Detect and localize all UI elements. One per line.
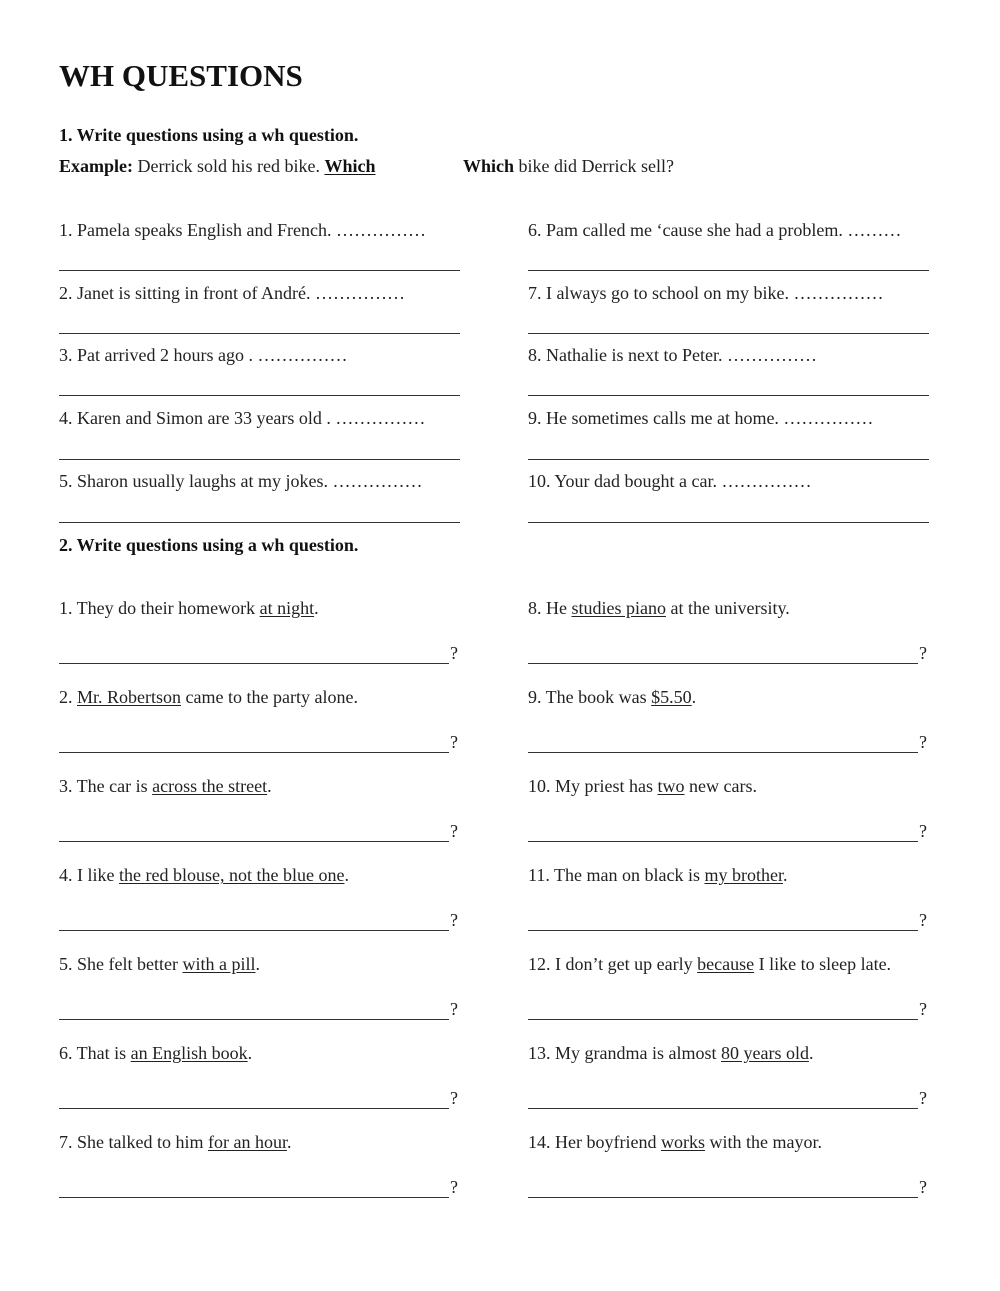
s1-answer-line-9[interactable] bbox=[528, 459, 929, 460]
s2-q2-pre: 2. bbox=[59, 687, 77, 707]
s2-q2-underlined: Mr. Robertson bbox=[77, 687, 182, 707]
s1-answer-line-6[interactable] bbox=[528, 270, 929, 271]
s2-question-9 bbox=[528, 687, 696, 708]
s1-question-9: 9. He sometimes calls me at home. …………… bbox=[528, 408, 874, 428]
s2-answer-line-13[interactable] bbox=[528, 1108, 918, 1109]
s2-q6-pre: 6. That is bbox=[59, 1043, 131, 1063]
s2-answer-line-7[interactable] bbox=[59, 1197, 449, 1198]
example-answer bbox=[463, 156, 674, 177]
s2-question-mark-12: ? bbox=[919, 999, 927, 1019]
s2-question-mark-7: ? bbox=[450, 1177, 458, 1197]
s2-q10-post: new cars. bbox=[684, 776, 757, 796]
s2-q5-pre: 5. She felt better bbox=[59, 954, 183, 974]
s2-answer-line-4[interactable] bbox=[59, 930, 449, 931]
s1-question-8: 8. Nathalie is next to Peter. …………… bbox=[528, 345, 817, 365]
s2-question-3 bbox=[59, 776, 272, 797]
page-title: WH QUESTIONS bbox=[59, 58, 303, 93]
s1-question-3: 3. Pat arrived 2 hours ago . …………… bbox=[59, 345, 348, 365]
s2-q12-underlined: because bbox=[697, 954, 755, 974]
s2-q11-underlined: my brother bbox=[704, 865, 783, 885]
s2-question-mark-4: ? bbox=[450, 910, 458, 930]
s1-answer-line-1[interactable] bbox=[59, 270, 460, 271]
s1-question-5: 5. Sharon usually laughs at my jokes. …………… bbox=[59, 471, 423, 491]
s2-q3-post: . bbox=[267, 776, 272, 796]
s1-answer-line-10[interactable] bbox=[528, 522, 929, 523]
s2-q5-underlined: with a pill bbox=[182, 954, 256, 974]
s1-answer-line-4[interactable] bbox=[59, 459, 460, 460]
s2-q14-pre: 14. Her boyfriend bbox=[528, 1132, 661, 1152]
s2-q3-pre: 3. The car is bbox=[59, 776, 153, 796]
s1-question-2: 2. Janet is sitting in front of André. …………… bbox=[59, 283, 405, 303]
s2-q5-post: . bbox=[255, 954, 260, 974]
s2-answer-line-6[interactable] bbox=[59, 1108, 449, 1109]
s2-question-13 bbox=[528, 1043, 813, 1064]
s2-q11-pre: 11. The man on black is bbox=[528, 865, 705, 885]
s1-answer-line-7[interactable] bbox=[528, 333, 929, 334]
s2-question-1 bbox=[59, 598, 319, 619]
s1-answer-line-5[interactable] bbox=[59, 522, 460, 523]
s2-question-2 bbox=[59, 687, 358, 708]
s2-answer-line-2[interactable] bbox=[59, 752, 449, 753]
s2-question-mark-2: ? bbox=[450, 732, 458, 752]
s2-q8-post: at the university. bbox=[666, 598, 790, 618]
s2-q8-underlined: studies piano bbox=[571, 598, 666, 618]
s2-answer-line-5[interactable] bbox=[59, 1019, 449, 1020]
s2-q7-pre: 7. She talked to him bbox=[59, 1132, 208, 1152]
s2-question-12 bbox=[528, 954, 891, 975]
s1-answer-line-3[interactable] bbox=[59, 395, 460, 396]
section1-heading: 1. Write questions using a wh question. bbox=[59, 125, 359, 145]
example-wh-word: Which bbox=[324, 156, 376, 176]
s2-q9-post: . bbox=[691, 687, 697, 707]
s2-q10-pre: 10. My priest has bbox=[528, 776, 658, 796]
example-answer-rest: bike did Derrick sell? bbox=[514, 156, 674, 176]
s2-q8-pre: 8. He bbox=[528, 598, 572, 618]
s2-answer-line-1[interactable] bbox=[59, 663, 449, 664]
s2-q12-pre: 12. I don’t get up early bbox=[528, 954, 698, 974]
s2-question-7 bbox=[59, 1132, 291, 1153]
s2-q6-underlined: an English book bbox=[130, 1043, 248, 1063]
s2-q6-post: . bbox=[247, 1043, 253, 1063]
s2-q2-post: came to the party alone. bbox=[181, 687, 358, 707]
s2-question-mark-8: ? bbox=[919, 643, 927, 663]
s2-q4-post: . bbox=[344, 865, 349, 885]
s2-answer-line-14[interactable] bbox=[528, 1197, 918, 1198]
s2-question-mark-5: ? bbox=[450, 999, 458, 1019]
s2-question-mark-3: ? bbox=[450, 821, 458, 841]
s2-q1-pre: 1. They do their homework bbox=[59, 598, 260, 618]
s2-answer-line-3[interactable] bbox=[59, 841, 449, 842]
s2-answer-line-12[interactable] bbox=[528, 1019, 918, 1020]
s2-answer-line-11[interactable] bbox=[528, 930, 918, 931]
s1-question-4: 4. Karen and Simon are 33 years old . …………… bbox=[59, 408, 426, 428]
s2-answer-line-8[interactable] bbox=[528, 663, 918, 664]
s2-question-10 bbox=[528, 776, 757, 797]
s2-question-5 bbox=[59, 954, 260, 975]
s1-question-6: 6. Pam called me ‘cause she had a problem. ……… bbox=[528, 220, 902, 240]
s2-question-14 bbox=[528, 1132, 822, 1153]
s1-question-7: 7. I always go to school on my bike. …………… bbox=[528, 283, 884, 303]
s2-q12-post: I like to sleep late. bbox=[754, 954, 892, 974]
s1-answer-line-2[interactable] bbox=[59, 333, 460, 334]
s2-question-mark-1: ? bbox=[450, 643, 458, 663]
s2-q10-underlined: two bbox=[657, 776, 685, 796]
s2-q14-underlined: works bbox=[660, 1132, 705, 1152]
s1-question-1: 1. Pamela speaks English and French. …………… bbox=[59, 220, 426, 240]
s1-answer-line-8[interactable] bbox=[528, 395, 929, 396]
s2-question-8 bbox=[528, 598, 790, 619]
s2-question-mark-9: ? bbox=[919, 732, 927, 752]
s2-q13-pre: 13. My grandma is almost bbox=[528, 1043, 721, 1063]
s2-q4-pre: 4. I like bbox=[59, 865, 119, 885]
s2-question-mark-6: ? bbox=[450, 1088, 458, 1108]
example-line bbox=[59, 156, 375, 177]
s2-q1-underlined: at night bbox=[259, 598, 315, 618]
s2-q9-underlined: $5.50 bbox=[651, 687, 692, 707]
s2-q7-post: . bbox=[286, 1132, 292, 1152]
s2-answer-line-9[interactable] bbox=[528, 752, 918, 753]
s2-q3-underlined: across the street bbox=[152, 776, 268, 796]
s1-question-10: 10. Your dad bought a car. …………… bbox=[528, 471, 812, 491]
example-sentence: Derrick sold his red bike. bbox=[133, 156, 325, 176]
s2-question-mark-14: ? bbox=[919, 1177, 927, 1197]
s2-question-mark-11: ? bbox=[919, 910, 927, 930]
s2-question-4 bbox=[59, 865, 349, 886]
s2-q7-underlined: for an hour bbox=[207, 1132, 287, 1152]
s2-q1-post: . bbox=[314, 598, 319, 618]
s2-question-6 bbox=[59, 1043, 252, 1064]
s2-q13-underlined: 80 years old bbox=[720, 1043, 809, 1063]
example-answer-word: Which bbox=[463, 156, 515, 176]
example-label: Example: bbox=[59, 156, 133, 176]
s2-answer-line-10[interactable] bbox=[528, 841, 918, 842]
s2-q13-post: . bbox=[808, 1043, 814, 1063]
section2-heading: 2. Write questions using a wh question. bbox=[59, 535, 359, 555]
s2-question-mark-10: ? bbox=[919, 821, 927, 841]
s2-q4-underlined: the red blouse, not the blue one bbox=[119, 865, 345, 885]
s2-q9-pre: 9. The book was bbox=[528, 687, 652, 707]
s2-question-mark-13: ? bbox=[919, 1088, 927, 1108]
s2-q14-post: with the mayor. bbox=[704, 1132, 822, 1152]
s2-question-11 bbox=[528, 865, 787, 886]
s2-q11-post: . bbox=[782, 865, 788, 885]
